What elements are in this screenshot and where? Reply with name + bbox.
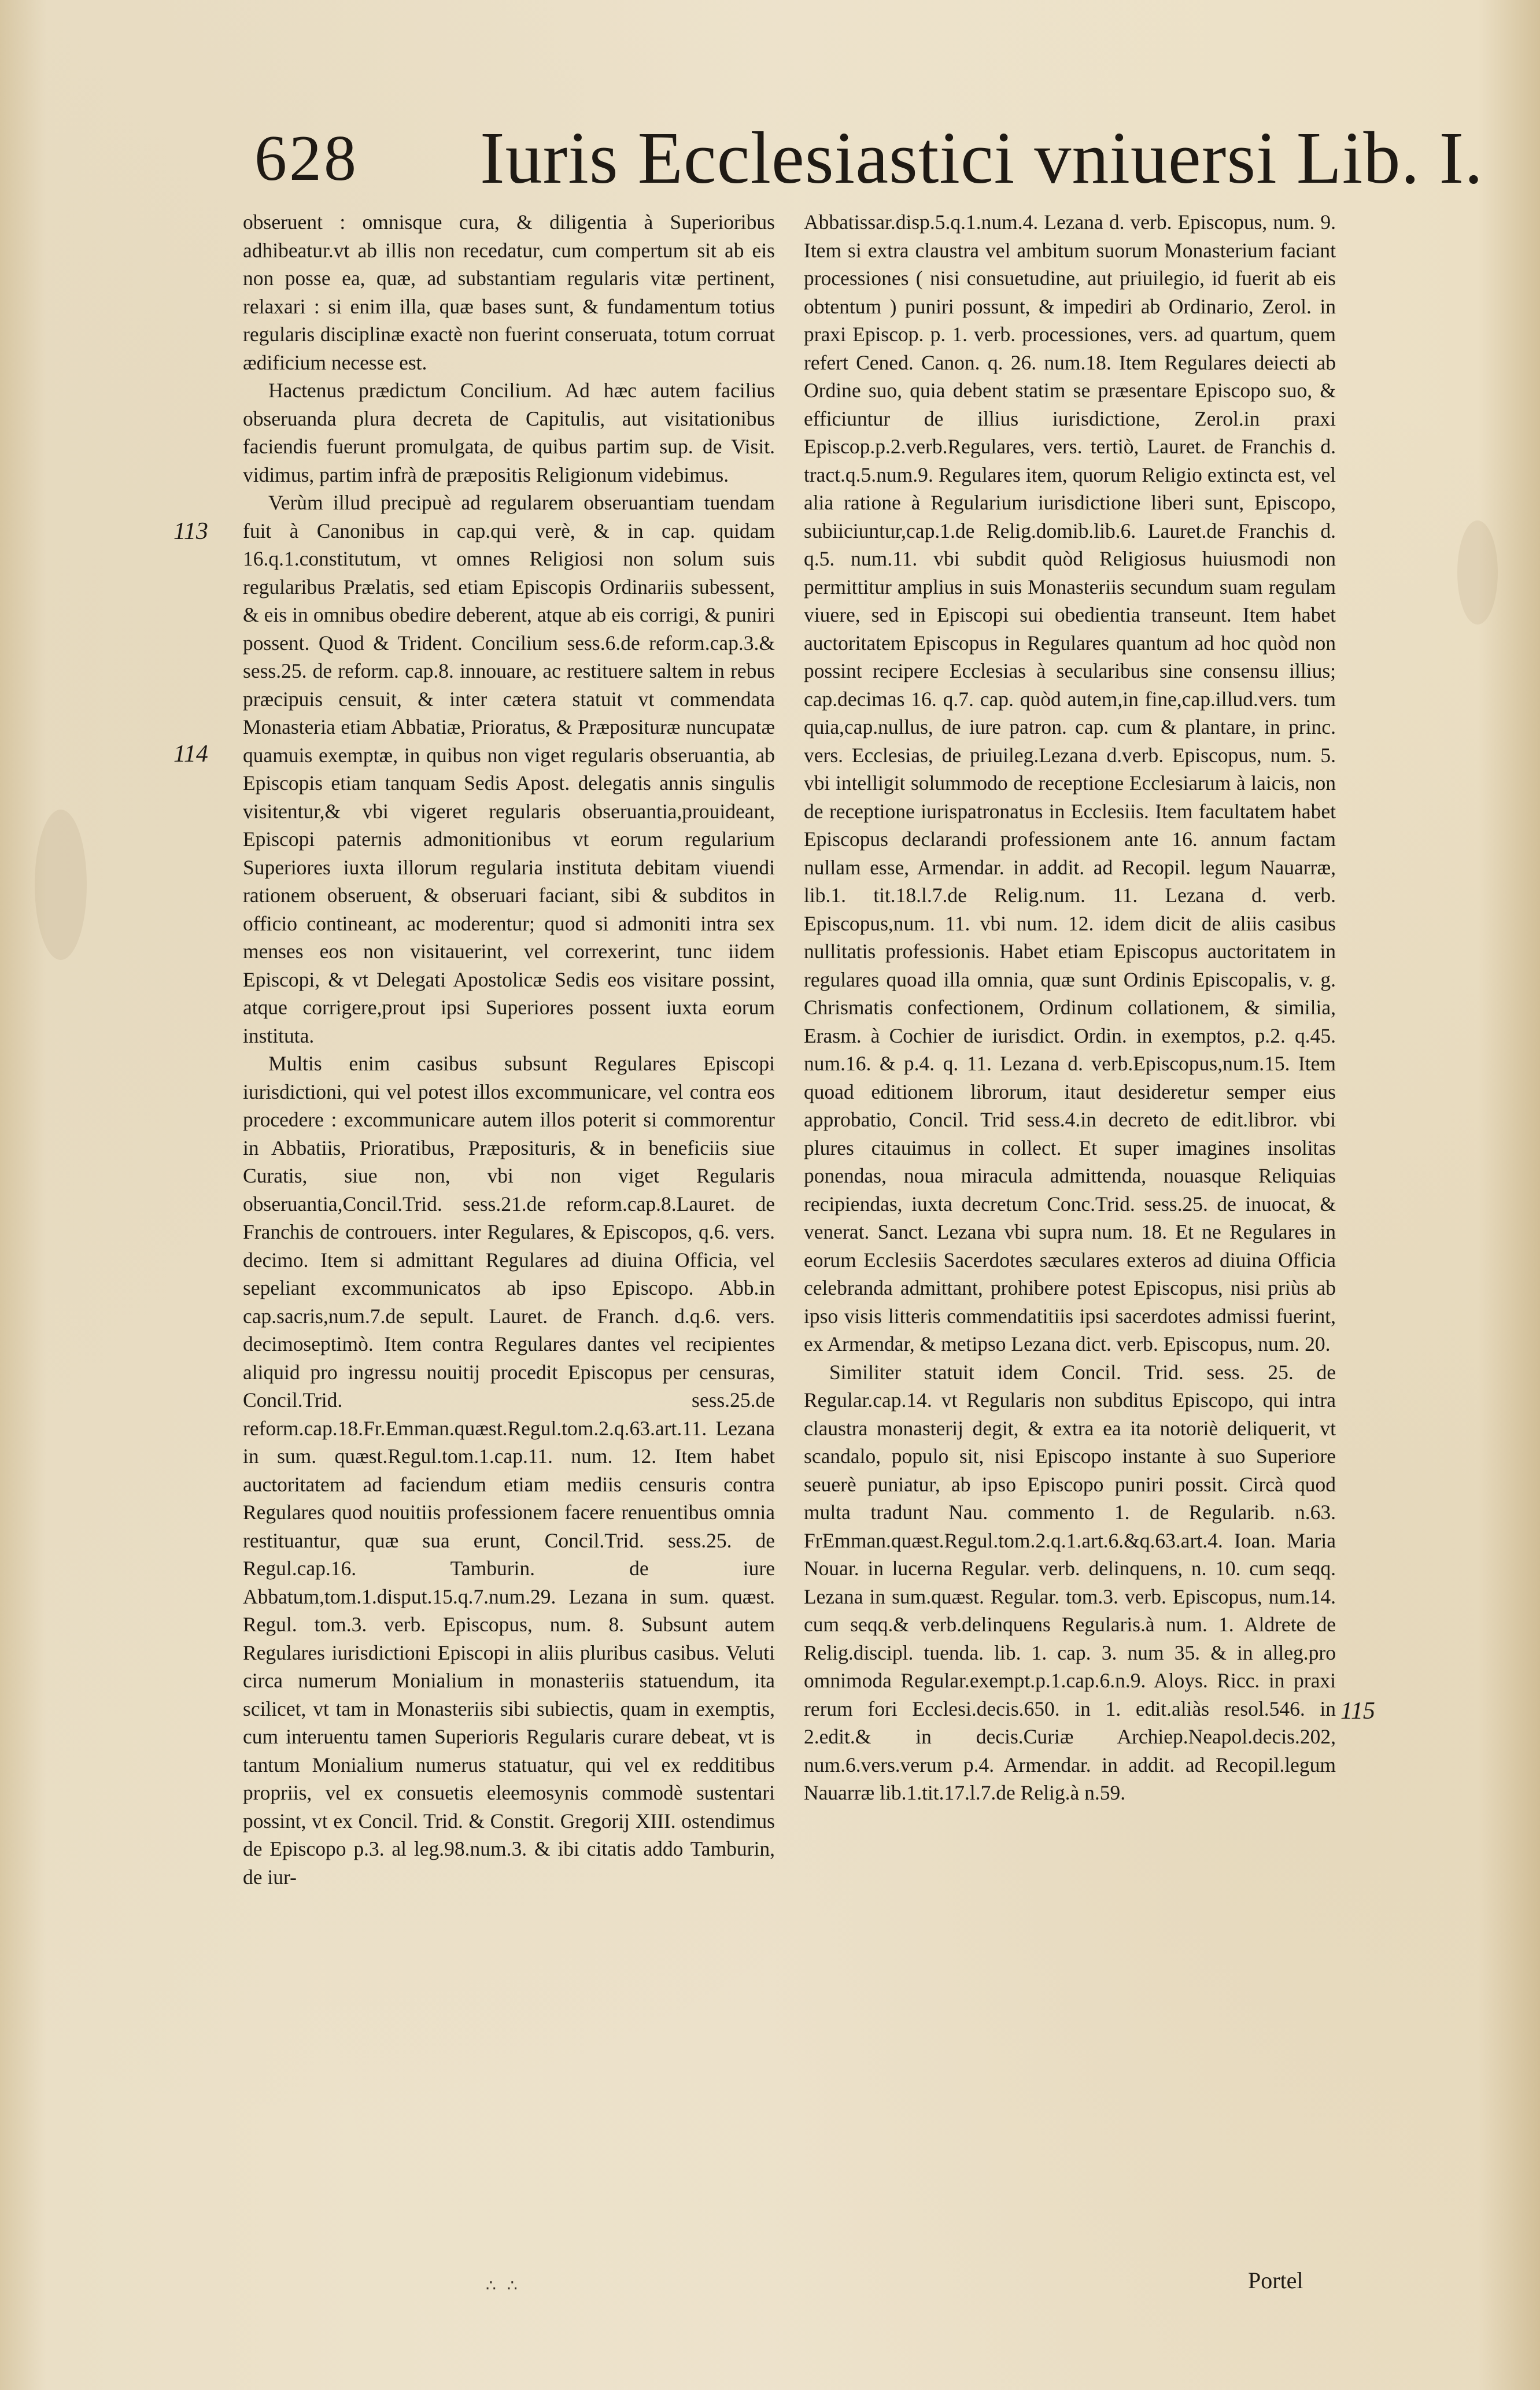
paper-stain [1457, 520, 1498, 625]
paragraph: Multis enim casibus subsunt Regulares Episcopi iurisdictioni, qui vel potest illos excommunicare, vel contra eos procedere : excommunicare autem illos poterit si commorentur in Abbatiis, Prioratibus, Præposituris, & in beneficiis siue Curatis, siue non, vbi non viget Regularis obseruantia,Concil.Trid. sess.21.de reform.cap.8.Lauret. de Franchis de controuers. inter Regulares, & Episcopos, q.6. vers. decimo. Item si admittant Regulares ad diuina Officia, vel sepeliant excommunicatos ab ipso Episcopo. Abb.in cap.sacris,num.7.de sepult. Lauret. de Franch. d.q.6. vers. decimoseptimò. Item contra Regulares dantes vel recipientes aliquid pro ingressu nouitij procedit Episcopus per censuras, Concil.Trid. sess.25.de reform.cap.18.Fr.Emman.quæst.Regul.tom.2.q.63.art.11. Lezana in sum. quæst.Regul.tom.1.cap.11. num. 12. Item habet auctoritatem ad faciendum etiam mediis censuris contra Regulares quod nouitiis professionem facere renuentibus omnia restituantur, quæ sua erunt, Concil.Trid. sess.25. de Regul.cap.16. Tamburin. de iure Abbatum,tom.1.disput.15.q.7.num.29. Lezana in sum. quæst. Regul. tom.3. verb. Episcopus, num. 8. Subsunt autem Regulares iurisdictioni Episcopi in aliis pluribus casibus. Veluti circa numerum Monialium in monasteriis statuendum, ita scilicet, vt tam in Monasteriis sibi subiectis, quam in exemptis, cum interuentu tamen Superioris Regularis curare debeat, vt is tantum Monialium numerus statuatur, qui vel ex redditibus propriis, vel ex consuetis eleemosynis commodè sustentari possint, vt ex Concil. Trid. & Constit. Gregorij XIII. ostendimus de Episcopo p.3. al leg.98.num.3. & ibi citatis addo Tamburin, de iur- [243, 1052, 775, 1889]
right-column [804, 208, 1336, 2244]
paragraph: Abbatissar.disp.5.q.1.num.4. Lezana d. verb. Episcopus, num. 9. Item si extra claustra vel ambitum suorum Monasterium faciant processiones ( nisi consuetudine, aut priuilegio, id fuerit ab eis obtentum ) puniri possunt, & impediri ab Ordinario, Zerol. in praxi Episcop. p. 1. verb. processiones, vers. ad quartum, quem refert Cened. Canon. q. 26. num.18. Item Regulares deiecti ab Ordine suo, quia debent statim se præsentare Episcopo suo, & efficiuntur de illius iurisdictione, Zerol.in praxi Episcop.p.2.verb.Regulares, vers. tertiò, Lauret. de Franchis d. tract.q.5.num.9. Regulares item, quorum Religio extincta est, vel alia ratione à Regularium iurisdictione liberi sunt, Episcopo, subiiciuntur,cap.1.de Relig.domib.lib.6. Lauret.de Franchis d. q.5. num.11. vbi subdit quòd Religiosus huiusmodi non permittitur amplius in suis Monasteriis secundum suam regulam viuere, sed in Episcopi sui obedientia transeunt. Item habet auctoritatem Episcopus in Regulares quantum ad hoc quòd non possint recipere Ecclesias à secularibus sine consensu illius; cap.decimas 16. q.7. cap. quòd autem,in fine,cap.illud.vers. tum quia,cap.nullus, de iure patron. cap. cum & plantare, in princ. vers. Ecclesias, de priuileg.Lezana d.verb. Episcopus, num. 5. vbi intelligit solummodo de receptione Ecclesiarum à laicis, non de receptione iurispatronatus in Ecclesiis. Item facultatem habet Episcopus declarandi professionem ante 16. annum factam nullam esse, Armendar. in addit. ad Recopil. legum Nauarræ, lib.1. tit.18.l.7.de Relig.num. 11. Lezana d. verb. Episcopus,num. 11. vbi num. 12. idem dicit de aliis casibus nullitatis professionis. Habet etiam Episcopus auctoritatem in regulares quoad illa omnia, quæ sunt Ordinis Episcopalis, v. g. Chrismatis confectionem, Ordinum collationem, & similia, Erasm. à Cochier de iurisdict. Ordin. in exemptos, p.2. q.45. num.16. & p.4. q. 11. Lezana d. verb.Episcopus,num.15. Item quoad editionem librorum, itaut desideretur semper eius approbatio, Concil. Trid sess.4.in decreto de edit.libror. vbi plures citauimus in collect. Et super imagines insolitas ponendas, noua miracula admittenda, nouasque Reliquias recipiendas, iuxta decretum Conc.Trid. sess.25. de inuocat, & venerat. Sanct. Lezana vbi supra num. 18. Et ne Regulares in eorum Ecclesiis Sacerdotes sæculares exteros ad diuina Officia celebranda admittant, prohibere potest Episcopus, nisi priùs ab ipso visis litteris commendatitiis ipsi sacerdotes admissi fuerint, ex Armendar, & metipso Lezana dict. verb. Episcopus, num. 20. [804, 210, 1336, 1355]
page-header [254, 116, 1484, 202]
margin-note-115: 115 [1340, 1698, 1375, 1724]
paragraph: Similiter statuit idem Concil. Trid. sess. 25. de Regular.cap.14. vt Regularis non subditus Episcopo, qui intra claustra monasterij degit, & extra ea ita notoriè deliquerit, vt scandalo, populo sit, nisi Episcopo instante à suo Superiore seuerè puniatur, ab ipso Episcopo puniri possit. Circà quod multa tradunt Nau. commento 1. de Regularib. n.63. FrEmman.quæst.Regul.tom.2.q.1.art.6.&q.63.art.4. Ioan. Maria Nouar. in lucerna Regular. verb. delinquens, n. 10. cum seqq. Lezana in sum.quæst. Regular. tom.3. verb. Episcopus, num.14. cum seqq.& verb.delinquens Regularis.à num. 1. Aldrete de Relig.discipl. tuenda. lib. 1. cap. 3. num 35. & in alleg.pro omnimoda Regular.exempt.p.1.cap.6.n.9. Aloys. Ricc. in praxi rerum fori Ecclesi.decis.650. in 1. edit.aliàs resol.546. in 2.edit.& in decis.Curiæ Archiep.Neapol.decis.202, num.6.vers.verum p.4. Armendar. in addit. ad Recopil.legum Nauarræ lib.1.tit.17.l.7.de Relig.à n.59. [804, 1360, 1336, 1804]
margin-note-114: 114 [173, 741, 208, 767]
margin-note-113: 113 [173, 518, 208, 545]
signature-mark: ∴ ∴ [486, 2277, 521, 2295]
left-column [243, 208, 775, 2244]
catchword: Portel [1248, 2267, 1303, 2293]
running-title: Iuris Ecclesiastici vniuersi Lib. I. [480, 117, 1484, 199]
paper-stain [35, 810, 87, 960]
page-number: 628 [254, 123, 359, 194]
paragraph: Verùm illud precipuè ad regularem obseruantiam tuendam fuit à Canonibus in cap.qui verè, & in cap. quidam 16.q.1.constitutum, vt omnes Religiosi non solum suis regularibus Prælatis, sed etiam Episcopis Ordinariis subessent, & eis in omnibus obedire deberent, atque ab eis corrigi, & puniri possent. Quod & Trident. Concilium sess.6.de reform.cap.3.& sess.25. de reform. cap.8. innouare, ac restituere saltem in rebus præcipuis censuit, & inter cætera statuit vt commendata Monasteria etiam Abbatiæ, Prioratus, & Præposituræ nuncupatæ quamuis exemptæ, in quibus non viget regularis obseruantia, ab Episcopis etiam tanquam Sedis Apost. delegatis annis singulis visitentur,& vbi vigeret regularis obseruantia,prouideant, Episcopi paternis admonitionibus vt eorum regularium Superiores iuxta illorum regularia instituta debitam viuendi rationem obseruent, & obseruari faciant, sibi & subditos in officio contineant, ac moderentur; quod si admoniti intra sex menses eos non visitauerint, vel correxerint, tunc iidem Episcopi, & vt Delegati Apostolicæ Sedis eos visitare possint, atque corrigere,prout ipsi Superiores possent iuxta eorum instituta. [243, 491, 775, 1047]
paragraph: obseruent : omnisque cura, & diligentia à Superioribus adhibeatur.vt ab illis non recedatur, cum compertum sit ab eis non posse ea, quæ, ad substantiam regularis vitæ pertinent, relaxari : si enim illa, quæ bases sunt, & fundamentum totius regularis disciplinæ exactè non fuerint conseruata, totum corruat ædificium necesse est. [243, 210, 775, 374]
paragraph: Hactenus prædictum Concilium. Ad hæc autem facilius obseruanda plura decreta de Capitulis, aut visitationibus faciendis fuerunt promulgata, de quibus partim sup. de Visit. vidimus, partim infrà de præpositis Religionum videbimus. [243, 379, 775, 486]
